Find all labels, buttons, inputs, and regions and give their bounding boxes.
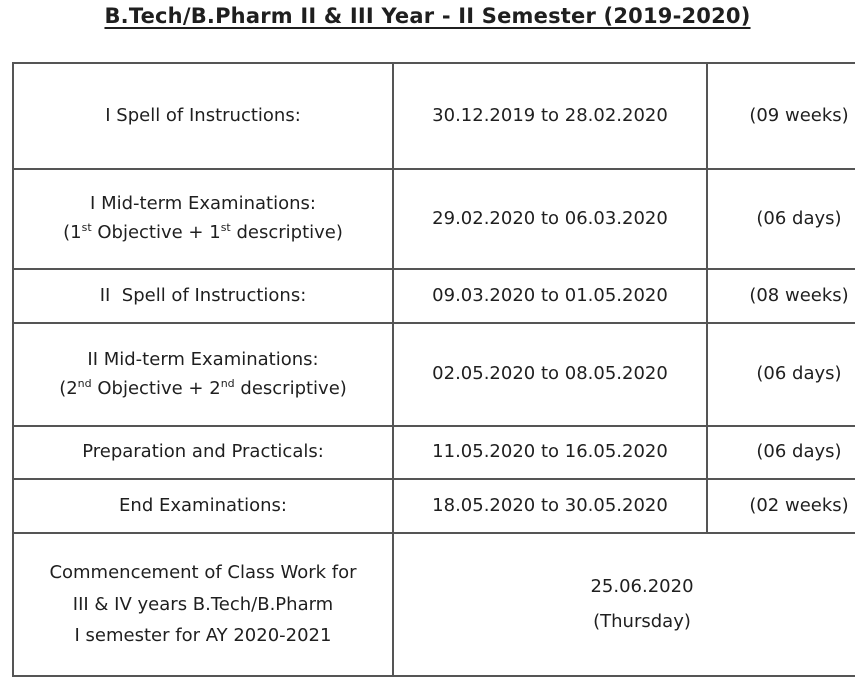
dates-cell: 09.03.2020 to 01.05.2020 [393,269,707,323]
event-line: I semester for AY 2020-2021 [74,625,332,647]
event-cell [13,533,393,676]
table-row [13,169,855,269]
event-cell [13,323,393,426]
commencement-day: (Thursday) [593,610,691,632]
dates-cell: 02.05.2020 to 08.05.2020 [393,323,707,426]
duration-cell: (06 days) [707,169,855,269]
event-cell [13,169,393,269]
page-title-text: B.Tech/B.Pharm II & III Year - II Semester (2019-2020) [104,4,751,28]
dates-cell: 18.05.2020 to 30.05.2020 [393,479,707,533]
duration-cell: (06 days) [707,323,855,426]
duration-cell: (08 weeks) [707,269,855,323]
table-row [13,269,855,323]
ordinal-suffix: st [81,221,92,234]
dates-cell: 30.12.2019 to 28.02.2020 [393,63,707,169]
event-line [20,375,386,404]
commencement-date-cell [393,533,855,676]
event-cell: Preparation and Practicals: [13,426,393,479]
event-text: (1 [63,222,82,243]
event-text: (2 [59,377,78,399]
ordinal-suffix: nd [220,376,235,390]
table-row [13,479,855,533]
event-text: Objective + 2 [91,377,221,399]
commencement-date: 25.06.2020 [590,576,694,598]
event-line: Commencement of Class Work for [49,562,357,584]
schedule-table [12,62,855,677]
duration-cell: (09 weeks) [707,63,855,169]
event-line: III & IV years B.Tech/B.Pharm [72,593,334,615]
event-line: II Mid-term Examinations: [87,348,319,370]
event-cell: End Examinations: [13,479,393,533]
dates-cell: 11.05.2020 to 16.05.2020 [393,426,707,479]
duration-cell: (02 weeks) [707,479,855,533]
event-text: Objective + 1 [91,222,221,243]
ordinal-suffix: st [220,221,231,234]
table-row [13,533,855,676]
dates-cell: 29.02.2020 to 06.03.2020 [393,169,707,269]
event-text: descriptive) [230,222,343,243]
event-cell: I Spell of Instructions: [13,63,393,169]
event-text: descriptive) [234,377,347,399]
table-row [13,323,855,426]
table-row [13,426,855,479]
event-line [20,219,386,248]
event-cell: II Spell of Instructions: [13,269,393,323]
ordinal-suffix: nd [77,376,92,390]
event-line: I Mid-term Examinations: [90,193,316,215]
duration-cell: (06 days) [707,426,855,479]
page-title [0,4,855,28]
table-row [13,63,855,169]
